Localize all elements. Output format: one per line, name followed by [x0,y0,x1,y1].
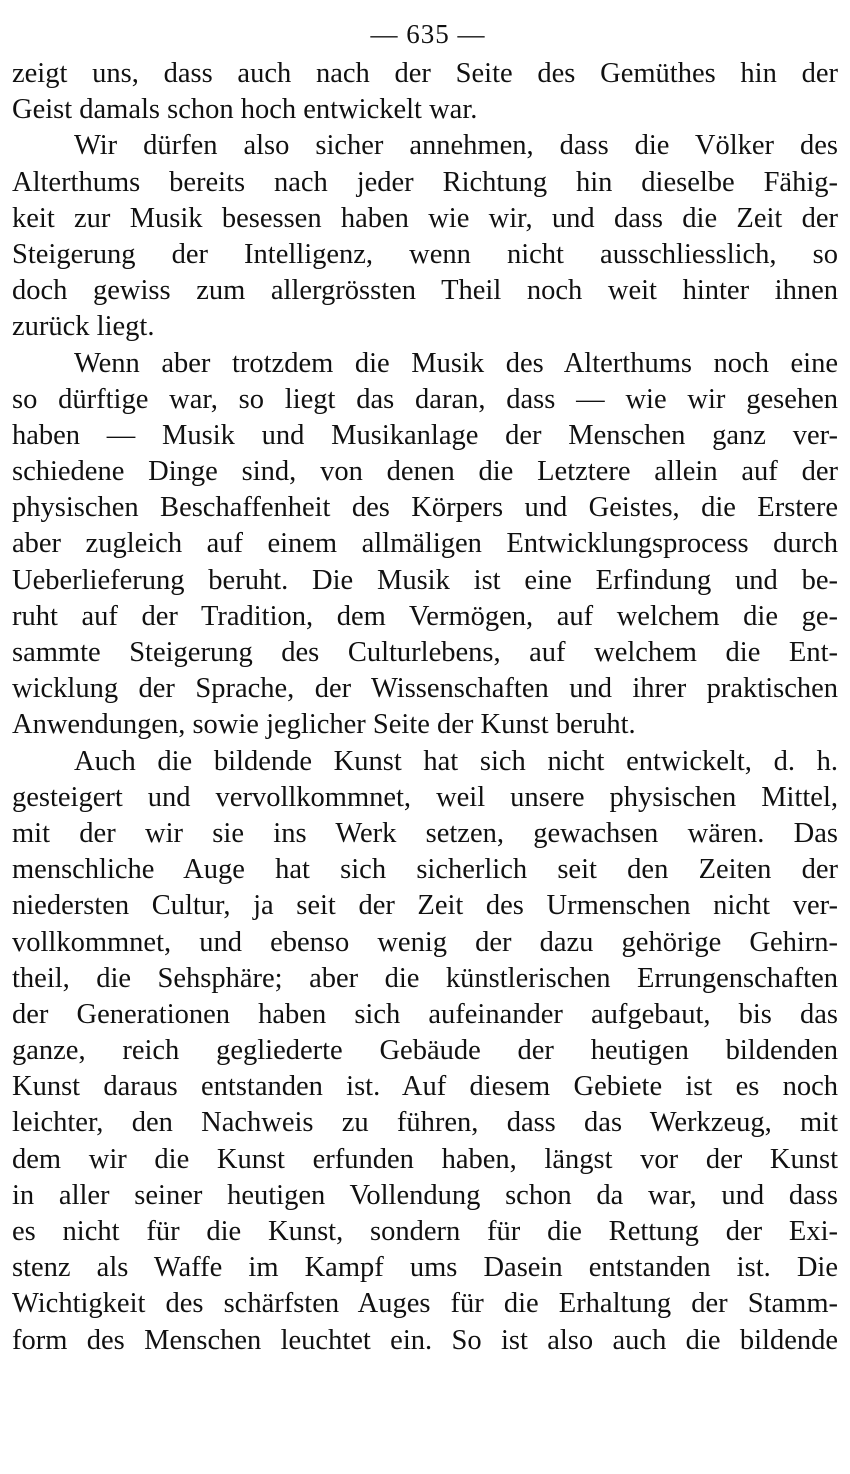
text-line: aber zugleich auf einem allmäligen Entwicklungsprocess durch [12,528,838,560]
text-line: so dürftige war, so liegt das daran, dass — wie wir gesehen [12,383,838,415]
text-line: Wenn aber trotzdem die Musik des Alterthums noch eine [74,347,838,379]
text-line: physischen Beschaffenheit des Körpers und Geistes, die Erstere [12,492,838,524]
text-line: sammte Steigerung des Culturlebens, auf welchem die Ent- [12,637,838,668]
text-line: ganze, reich gegliederte Gebäude der heutigen bildenden [12,1035,838,1067]
text-line: stenz als Waffe im Kampf ums Dasein entstanden ist. Die [12,1252,838,1284]
text-line: der Generationen haben sich aufeinander aufgebaut, bis das [12,998,838,1030]
text-line: doch gewiss zum allergrössten Theil noch weit hinter ihnen [12,275,838,307]
text-line: Anwendungen, sowie jeglicher Seite der Kunst beruht. [12,709,636,741]
text-line: gesteigert und vervollkommnet, weil unsere physischen Mittel, [12,781,838,813]
text-line: mit der wir sie ins Werk setzen, gewachsen wären. Das [12,817,838,849]
text-line: Wichtigkeit des schärfsten Auges für die Erhaltung der Stamm- [12,1288,838,1320]
text-line: zurück liegt. [12,311,155,343]
text-line: leichter, den Nachweis zu führen, dass das Werkzeug, mit [12,1107,838,1139]
text-line: Ueberlieferung beruht. Die Musik ist eine Erfindung und be- [12,564,838,596]
text-line: niedersten Cultur, ja seit der Zeit des Urmenschen nicht ver- [12,890,838,922]
text-line: form des Menschen leuchtet ein. So ist also auch die bildende [12,1324,838,1356]
text-line: dem wir die Kunst erfunden haben, längst vor der Kunst [12,1143,838,1175]
book-page [12,14,838,1359]
text-line: Auch die bildende Kunst hat sich nicht entwickelt, d. h. [74,745,838,777]
text-line: wicklung der Sprache, der Wissenschaften und ihrer praktischen [12,673,838,705]
text-line: schiedene Dinge sind, von denen die Letztere allein auf der [12,456,838,488]
text-line: keit zur Musik besessen haben wie wir, und dass die Zeit der [12,202,838,234]
text-line: haben — Musik und Musikanlage der Menschen ganz ver- [12,419,838,451]
text-line: vollkommnet, und ebenso wenig der dazu gehörige Gehirn- [12,926,838,958]
page-number: — 635 — [370,19,486,49]
text-line: in aller seiner heutigen Vollendung schon da war, und dass [12,1179,838,1211]
text-line: theil, die Sehsphäre; aber die künstlerischen Errungenschaften [12,962,838,994]
text-line: Steigerung der Intelligenz, wenn nicht ausschliesslich, so [12,238,838,270]
body-text [12,56,838,1359]
text-line: zeigt uns, dass auch nach der Seite des Gemüthes hin der [12,58,838,89]
text-line: Kunst daraus entstanden ist. Auf diesem Gebiete ist es noch [12,1071,838,1103]
text-line: Wir dürfen also sicher annehmen, dass die Völker des [74,130,838,162]
text-line: es nicht für die Kunst, sondern für die Rettung der Exi- [12,1216,838,1247]
text-line: ruht auf der Tradition, dem Vermögen, auf welchem die ge- [12,600,838,632]
text-line: Alterthums bereits nach jeder Richtung hin dieselbe Fähig- [12,166,838,198]
text-line: Geist damals schon hoch entwickelt war. [12,94,478,126]
text-line: menschliche Auge hat sich sicherlich seit den Zeiten der [12,854,838,886]
